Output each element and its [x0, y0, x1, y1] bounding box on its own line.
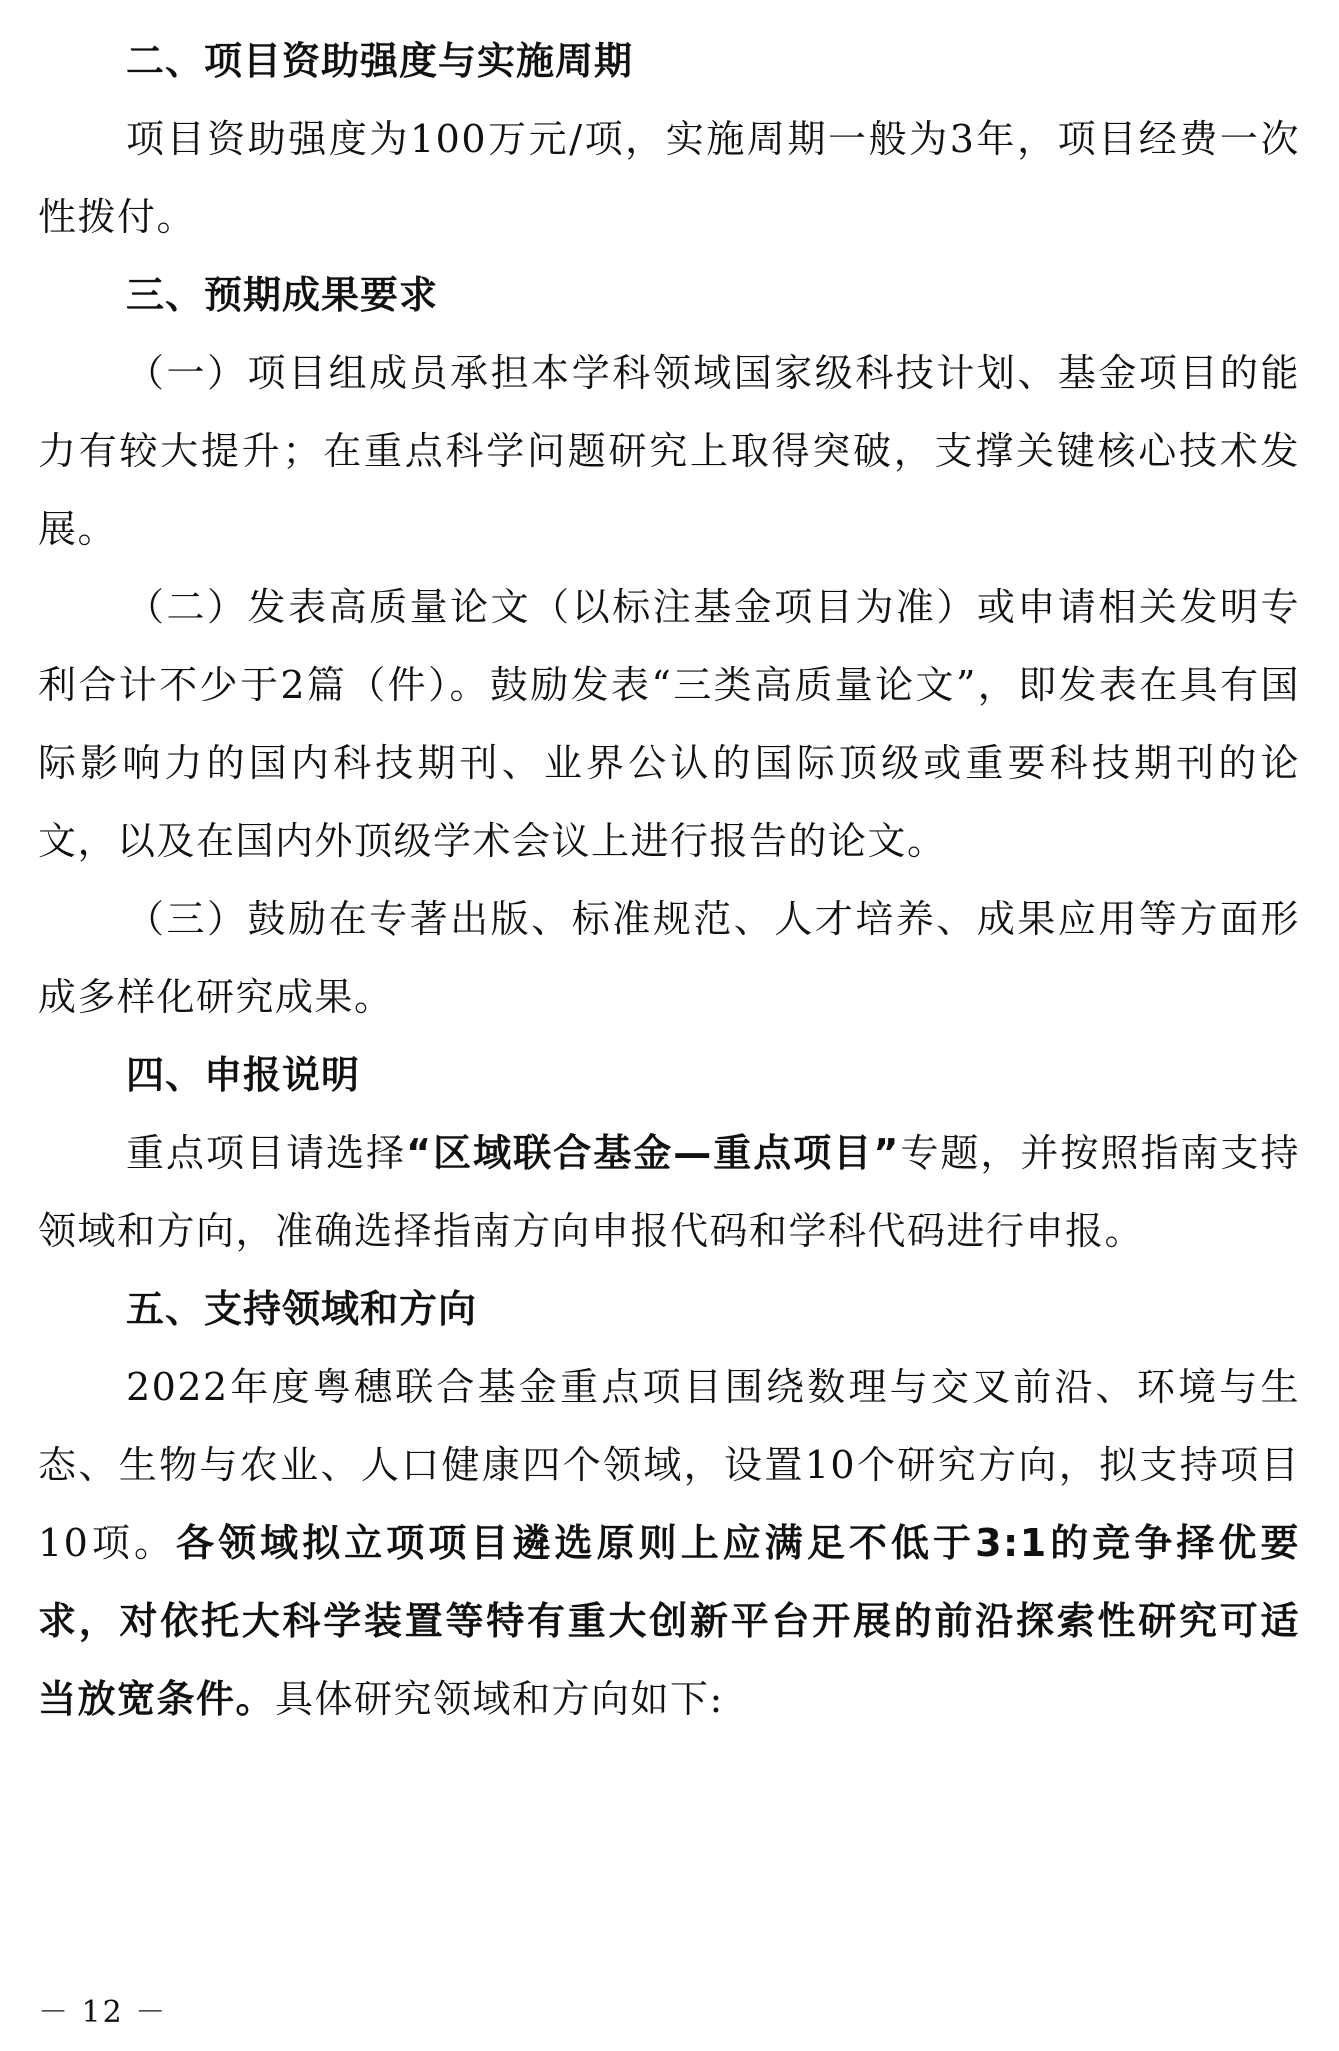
section-3-heading: 三、预期成果要求 — [126, 273, 439, 317]
section-5-text-b: 具体研究领域和方向如下: — [275, 1677, 724, 1721]
section-2-paragraph: 项目资助强度为100万元/项，实施周期一般为3年，项目经费一次性拨付。 — [38, 117, 1300, 239]
section-4-heading: 四、申报说明 — [126, 1053, 361, 1097]
section-4-text-b: 专题，并按照指南支持领域和方向，准确选择指南方向申报代码和学科代码进行申报。 — [38, 1131, 1300, 1253]
section-2-heading: 二、项目资助强度与实施周期 — [126, 39, 634, 83]
section-3-item-2: （二）发表高质量论文（以标注基金项目为准）或申请相关发明专利合计不少于2篇（件）。鼓励发表“三类高质量论文”，即发表在具有国际影响力的国内科技期刊、业界公认的国际顶级或重要科技期刊的论文，以及在国内外顶级学术会议上进行报告的论文。 — [38, 585, 1300, 863]
document-body — [38, 22, 1300, 1738]
section-4-paragraph — [38, 1114, 1300, 1270]
section-5-paragraph — [38, 1348, 1300, 1738]
section-5-heading: 五、支持领域和方向 — [126, 1287, 478, 1331]
page-number: － 12 － — [38, 1995, 168, 2030]
section-4-text-a: 重点项目请选择 — [126, 1131, 407, 1175]
section-3-item-1: （一）项目组成员承担本学科领域国家级科技计划、基金项目的能力有较大提升；在重点科学问题研究上取得突破，支撑关键核心技术发展。 — [38, 351, 1300, 551]
section-3-item-3: （三）鼓励在专著出版、标准规范、人才培养、成果应用等方面形成多样化研究成果。 — [38, 897, 1300, 1019]
section-5-emphasis: 各领域拟立项项目遴选原则上应满足不低于3:1的竞争择优要求，对依托大科学装置等特有重大创新平台开展的前沿探索性研究可适当放宽条件。 — [38, 1521, 1300, 1721]
section-5-text-a: 2022年度粤穗联合基金重点项目围绕数理与交叉前沿、环境与生态、生物与农业、人口健康四个领域，设置10个研究方向，拟支持项目10项。 — [38, 1365, 1300, 1565]
section-4-emphasis: “区域联合基金—重点项目” — [406, 1131, 900, 1175]
